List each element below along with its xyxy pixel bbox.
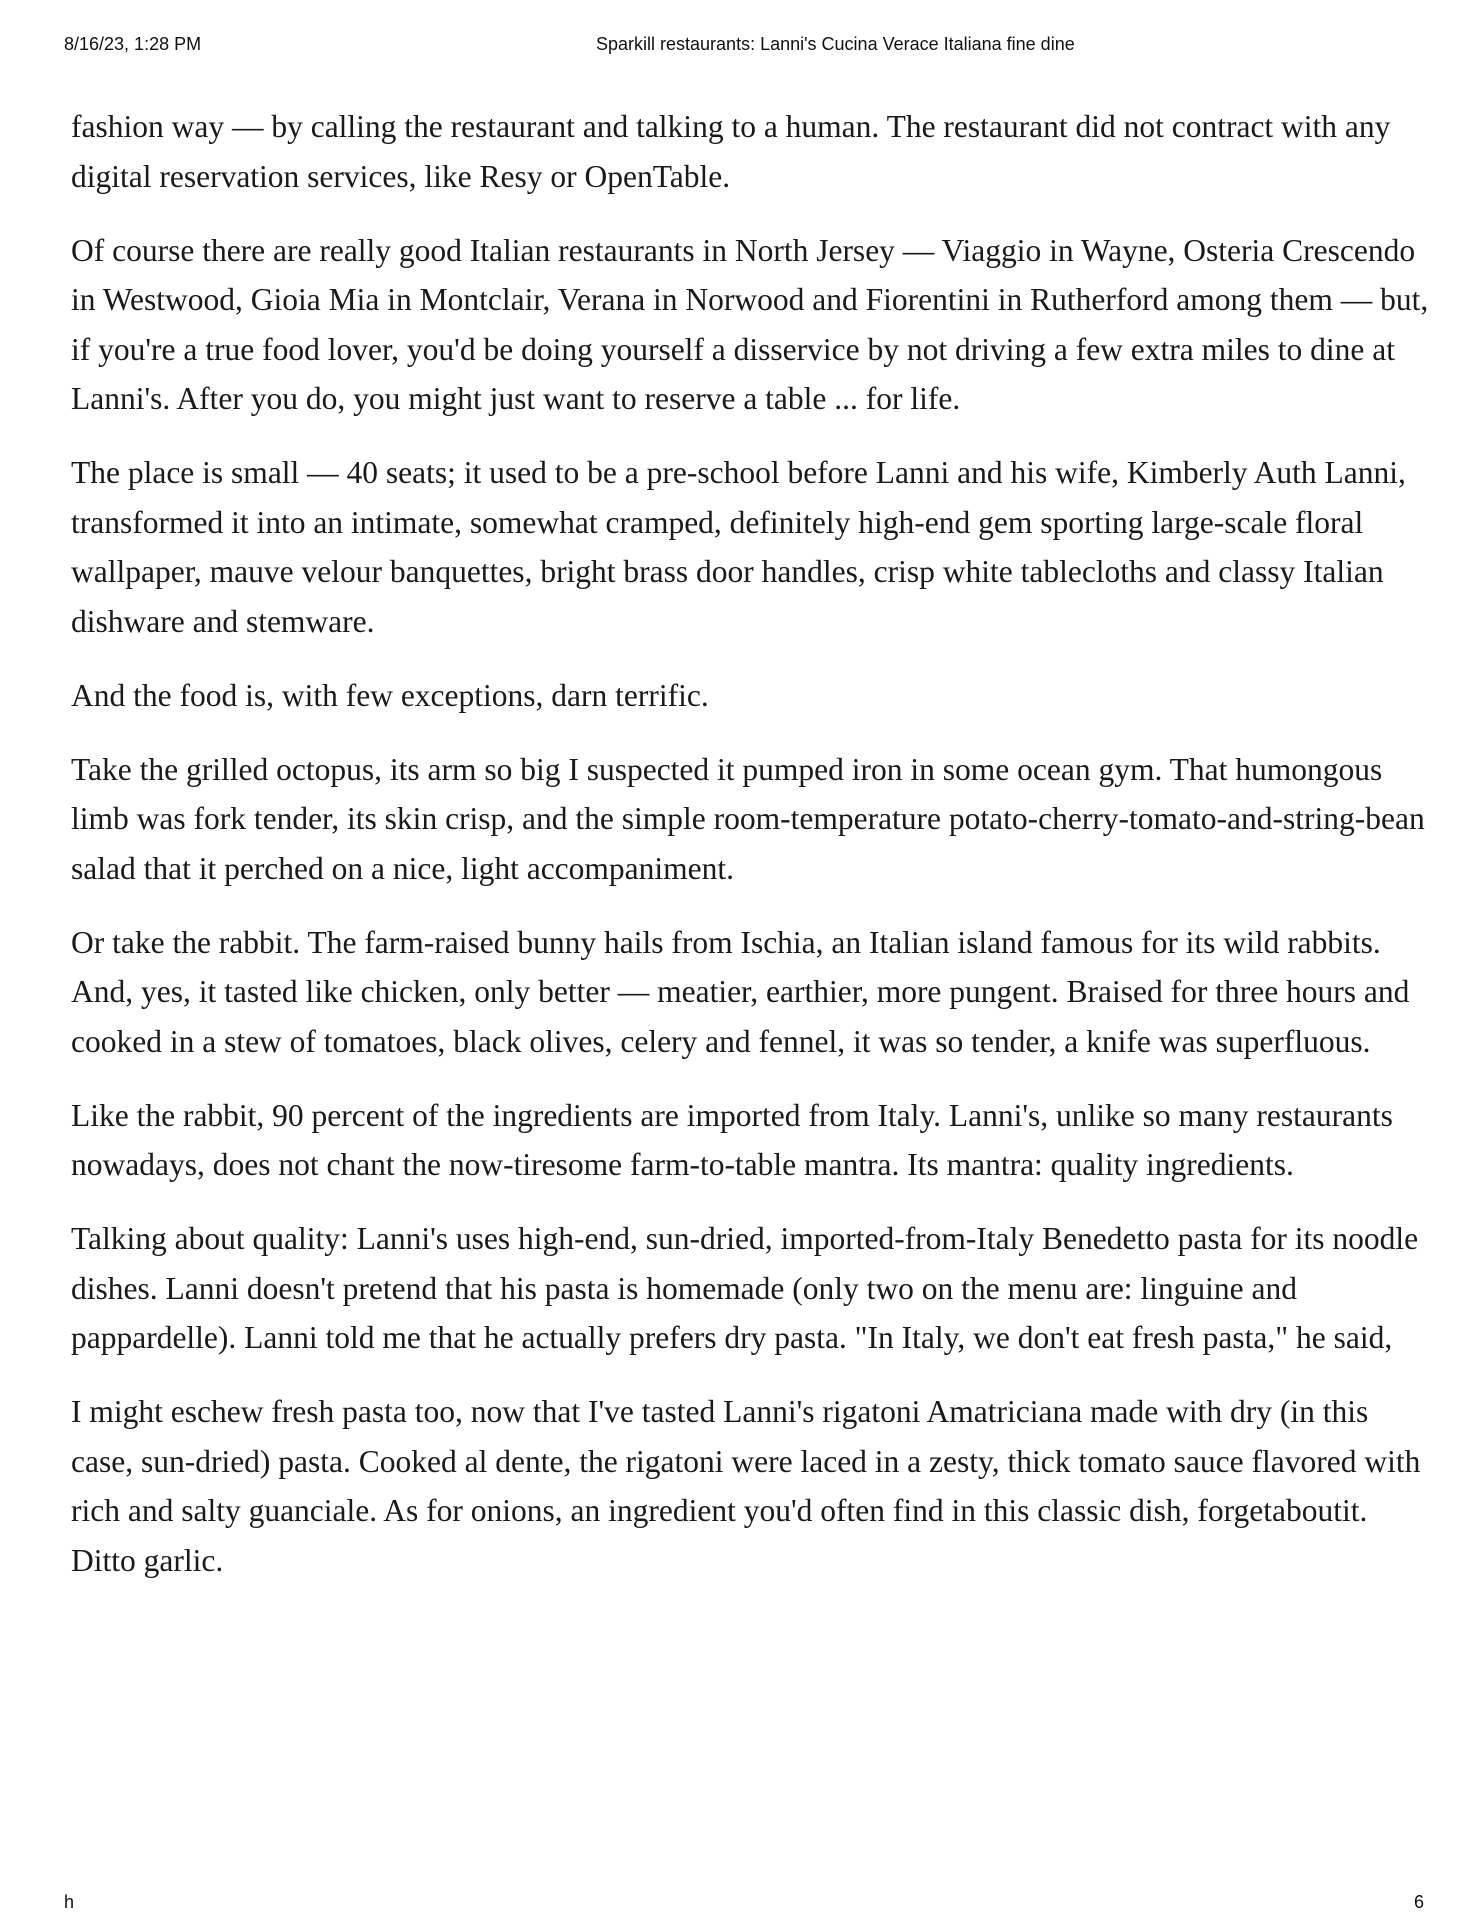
article-paragraph: Or take the rabbit. The farm-raised bunny hails from Ischia, an Italian island famous for its wild rabbits. And, yes, it tasted like chicken, only better — meatier, earthier, more pungent. Braised for three hours and cooked in a stew of tomatoes, black olives, celery and fennel, it was so tender, a knife was superfluous. [71, 924, 1410, 1059]
article-paragraph: And the food is, with few exceptions, darn terrific. [71, 677, 709, 713]
article-paragraph: fashion way — by calling the restaurant and talking to a human. The restaurant did not contract with any digital reservation services, like Resy or OpenTable. [71, 109, 1391, 194]
article-paragraph: The place is small — 40 seats; it used to be a pre-school before Lanni and his wife, Kimberly Auth Lanni, transformed it into an intimate, somewhat cramped, definitely high-end gem sporting large-scale floral wallpaper, mauve velour banquettes, bright brass door handles, crisp white tablecloths and classy Italian dishware and stemware. [71, 455, 1406, 639]
print-datetime: 8/16/23, 1:28 PM [64, 34, 202, 54]
article-paragraph: I might eschew fresh pasta too, now that I've tasted Lanni's rigatoni Amatriciana made with dry (in this case, sun-dried) pasta. Cooked al dente, the rigatoni were laced in a zesty, thick tomato sauce flavored with rich and salty guanciale. As for onions, an ingredient you'd often find in this classic dish, forgetaboutit. Ditto garlic. [71, 1394, 1421, 1578]
article-paragraph: Of course there are really good Italian restaurants in North Jersey — Viaggio in Wayne, Osteria Crescendo in Westwood, Gioia Mia in Montclair, Verana in Norwood and Fiorentini in Rutherford among them — but, if you're a true food lover, you'd be doing yourself a disservice by not driving a few extra miles to dine at Lanni's. After you do, you might just want to reserve a table ... for life. [71, 232, 1429, 416]
page-title: Sparkill restaurants: Lanni's Cucina Verace Italiana fine dine [596, 34, 1075, 54]
article-body [71, 102, 1431, 1610]
article-paragraph: Take the grilled octopus, its arm so big I suspected it pumped iron in some ocean gym. That humongous limb was fork tender, its skin crisp, and the simple room-temperature potato-cherry-tomato-and-string-bean salad that it perched on a nice, light accompaniment. [71, 751, 1425, 886]
footer-page-number: 6 [1413, 1892, 1424, 1912]
article-paragraph: Like the rabbit, 90 percent of the ingredients are imported from Italy. Lanni's, unlike so many restaurants nowadays, does not chant the now-tiresome farm-to-table mantra. Its mantra: quality ingredients. [71, 1097, 1393, 1182]
footer-url-fragment: h [64, 1892, 75, 1912]
print-footer [0, 1892, 1484, 1916]
print-header [0, 34, 1484, 58]
article-paragraph: Talking about quality: Lanni's uses high-end, sun-dried, imported-from-Italy Benedetto pasta for its noodle dishes. Lanni doesn't pretend that his pasta is homemade (only two on the menu are: linguine and pappardelle). Lanni told me that he actually prefers dry pasta. "In Italy, we don't eat fresh pasta," he said, [71, 1221, 1419, 1355]
